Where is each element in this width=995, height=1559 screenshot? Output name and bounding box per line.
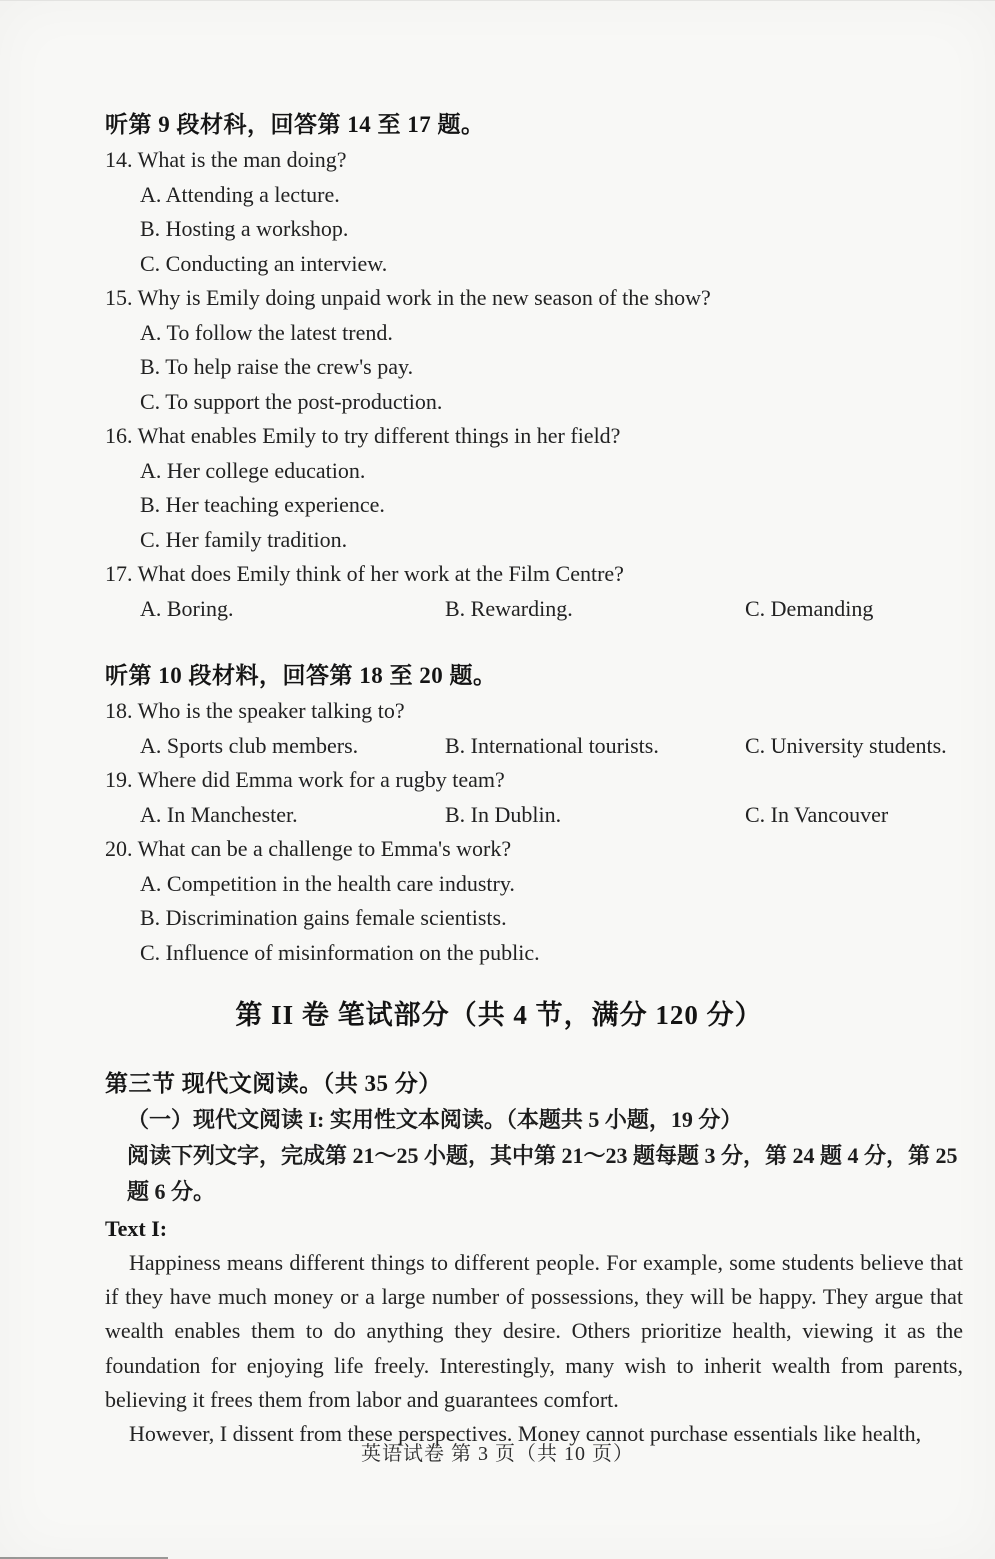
question-20 bbox=[105, 832, 963, 970]
part2-title: 第 II 卷 笔试部分（共 4 节，满分 120 分） bbox=[235, 1000, 763, 1030]
question-17-option-a: A. Boring. bbox=[140, 595, 234, 621]
question-16-option-c: C. Her family tradition. bbox=[140, 526, 348, 552]
page-footer: 英语试卷 第 3 页（共 10 页） bbox=[361, 1443, 634, 1465]
question-16-option-a: A. Her college education. bbox=[140, 457, 366, 483]
question-16-option-b: B. Her teaching experience. bbox=[140, 492, 385, 517]
question-19 bbox=[105, 763, 963, 832]
question-15-option-c: C. To support the post-production. bbox=[140, 388, 443, 414]
question-20-text: 20. What can be a challenge to Emma's work? bbox=[105, 836, 512, 861]
question-17 bbox=[105, 557, 963, 626]
question-14-option-c: C. Conducting an interview. bbox=[140, 250, 388, 276]
question-16 bbox=[105, 419, 963, 557]
question-19-option-c: C. In Vancouver bbox=[745, 801, 889, 827]
question-18 bbox=[105, 694, 963, 763]
question-19-option-a: A. In Manchester. bbox=[140, 801, 298, 827]
question-20-option-b: B. Discrimination gains female scientists. bbox=[140, 905, 507, 930]
question-20-option-c: C. Influence of misinformation on the public. bbox=[140, 939, 540, 965]
page-content bbox=[0, 1, 995, 1451]
question-18-option-b: B. International tourists. bbox=[445, 732, 659, 758]
section3-heading: 第三节 现代文阅读。（共 35 分） bbox=[105, 1071, 442, 1096]
question-19-option-b: B. In Dublin. bbox=[445, 801, 562, 827]
reading-instructions: 阅读下列文字，完成第 21～25 小题，其中第 21～23 题每题 3 分，第 24 题 4 分，第 25 题 6 分。 bbox=[127, 1143, 958, 1204]
question-19-text: 19. Where did Emma work for a rugby team? bbox=[105, 767, 505, 792]
question-15-text: 15. Why is Emily doing unpaid work in the new season of the show? bbox=[105, 285, 711, 310]
question-16-text: 16. What enables Emily to try different things in her field? bbox=[105, 423, 621, 448]
reading-part1-heading: （一）现代文阅读 I: 实用性文本阅读。（本题共 5 小题，19 分） bbox=[127, 1107, 743, 1132]
question-20-option-a: A. Competition in the health care industry. bbox=[140, 870, 515, 896]
question-19-options bbox=[140, 798, 963, 833]
question-14-text: 14. What is the man doing? bbox=[105, 147, 347, 172]
question-14 bbox=[105, 143, 963, 281]
question-15-option-a: A. To follow the latest trend. bbox=[140, 319, 393, 345]
question-17-options bbox=[140, 592, 963, 627]
question-15 bbox=[105, 281, 963, 419]
question-15-option-b: B. To help raise the crew's pay. bbox=[140, 354, 414, 379]
question-17-option-c: C. Demanding bbox=[745, 595, 874, 621]
question-18-option-c: C. University students. bbox=[745, 732, 947, 758]
question-14-option-a: A. Attending a lecture. bbox=[140, 181, 340, 207]
question-14-option-b: B. Hosting a workshop. bbox=[140, 216, 349, 241]
question-17-text: 17. What does Emily think of her work at the Film Centre? bbox=[105, 561, 624, 586]
listening-section10-heading: 听第 10 段材料，回答第 18 至 20 题。 bbox=[105, 663, 497, 688]
listening-section9-heading: 听第 9 段材科，回答第 14 至 17 题。 bbox=[105, 112, 485, 137]
text1-label: Text I: bbox=[105, 1216, 168, 1241]
question-18-options bbox=[140, 729, 963, 764]
text1-paragraph-1: Happiness means different things to different people. For example, some students believe that if they have much money or a large number of possessions, they will be happy. They argue that wealth enables them to do anything they desire. Others prioritize health, viewing it as the foundation for enjoying life freely. Interestingly, many wish to inherit wealth from parents, believing it frees them from labor and guarantees comfort. bbox=[105, 1250, 963, 1412]
text1-paragraph-2: However, I dissent from these perspectives. Money cannot purchase essentials like health, bbox=[129, 1421, 922, 1447]
question-18-text: 18. Who is the speaker talking to? bbox=[105, 698, 405, 723]
question-18-option-a: A. Sports club members. bbox=[140, 732, 359, 758]
question-17-option-b: B. Rewarding. bbox=[445, 595, 573, 621]
